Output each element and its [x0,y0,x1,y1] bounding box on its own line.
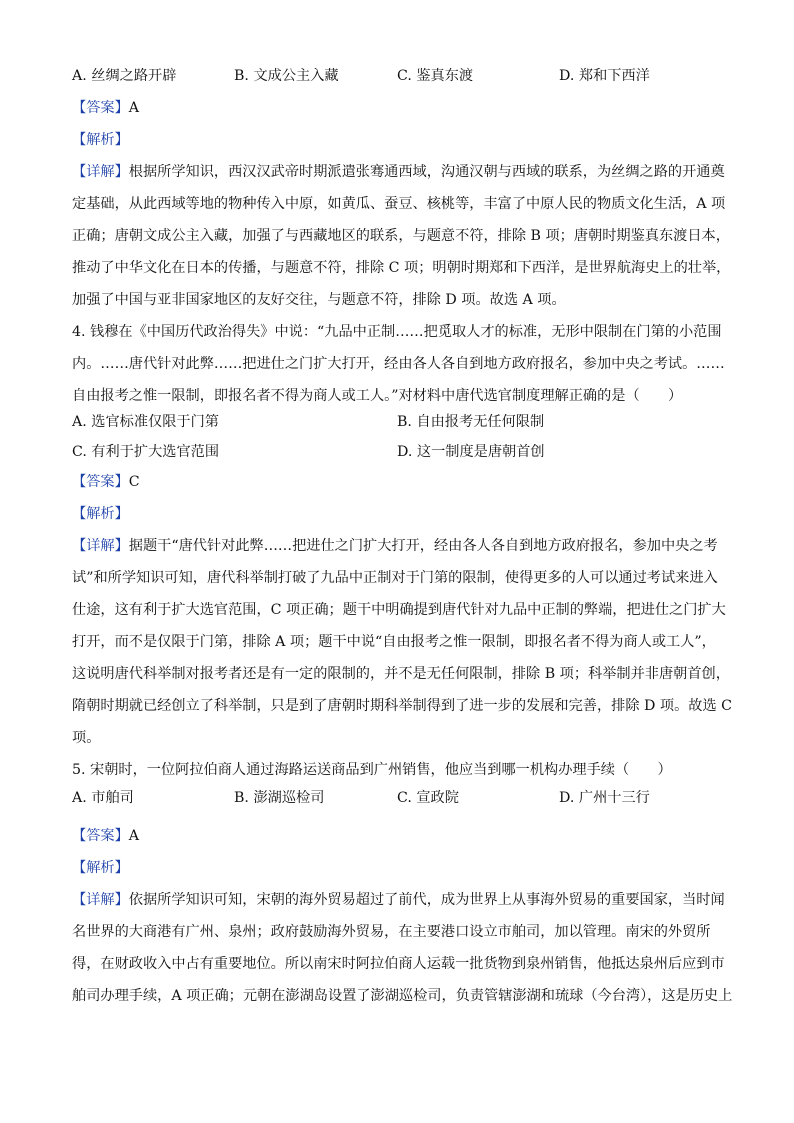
q4-detail-line: 仕途，这有利于扩大选官范围，C 项正确；题干中明确提到唐代针对九品中正制的弊端，把进仕之门扩大 [72,602,726,618]
analysis-tag: 【解析】 [72,860,129,876]
answer-value: C [128,474,140,490]
q3-detail-line: 正确；唐朝文成公主入藏，加强了与西藏地区的联系，与题意不符，排除 B 项；唐朝时期鉴真东渡日本， [72,228,730,244]
q5-option-d[interactable]: D. 广州十三行 [559,790,650,806]
q3-option-c[interactable]: C. 鉴真东渡 [397,68,474,84]
detail-tag: 【详解】 [72,538,129,554]
answer-value: A [128,100,140,116]
q4-analysis [72,504,129,524]
detail-text: 根据所学知识，西汉汉武帝时期派遣张骞通西域，沟通汉朝与西域的联系，为丝绸之路的开通奠 [128,164,725,180]
q3-option-d[interactable]: D. 郑和下西洋 [559,68,650,84]
detail-text: 依据所学知识可知，宋朝的海外贸易超过了前代，成为世界上从事海外贸易的重要国家，当时闻 [128,892,725,908]
detail-tag: 【详解】 [72,164,129,180]
q5-detail-line: 名世界的大商港有广州、泉州；政府鼓励海外贸易，在主要港口设立市舶司，加以管理。南宋的外贸所 [72,924,711,940]
q3-analysis [72,130,129,150]
detail-tag: 【详解】 [72,892,129,908]
q4-detail-line: 打开，而不是仅限于门第，排除 A 项；题干中说“自由报考之惟一限制，即报名者不得为商人或工人”， [72,634,716,650]
q5-stem: 5. 宋朝时，一位阿拉伯商人通过海路运送商品到广州销售，他应当到哪一机构办理手续（ ） [72,762,672,778]
q5-detail-line [72,890,725,910]
q4-stem-line: 4. 钱穆在《中国历代政治得失》中说：“九品中正制……把觅取人才的标准，无形中限制在门第的小范围 [72,324,722,340]
q5-option-c[interactable]: C. 宣政院 [397,790,459,806]
q4-detail-line [72,536,718,556]
q4-detail-line: 试”和所学知识可知，唐代科举制打破了九品中正制对于门第的限制，使得更多的人可以通过考试来进入 [72,570,718,586]
answer-tag: 【答案】 [72,100,129,116]
q4-detail-line: 项。 [72,730,101,746]
q4-option-a[interactable]: A. 选官标准仅限于门第 [72,414,219,430]
analysis-tag: 【解析】 [72,506,129,522]
q5-option-a[interactable]: A. 市舶司 [72,790,134,806]
answer-value: A [128,828,140,844]
q4-detail-line: 这说明唐代科举制对报考者还是有一定的限制的，并不是无任何限制，排除 B 项；科举制并非唐朝首创， [72,666,730,682]
q3-detail-line [72,162,725,182]
q4-option-b[interactable]: B. 自由报考无任何限制 [397,414,545,430]
q5-analysis [72,858,129,878]
analysis-tag: 【解析】 [72,132,129,148]
q3-option-b[interactable]: B. 文成公主入藏 [234,68,339,84]
q4-option-d[interactable]: D. 这一制度是唐朝首创 [397,444,545,460]
detail-text: 据题干“唐代针对此弊……把进仕之门扩大打开，经由各人各自到地方政府报名，参加中央之考 [128,538,718,554]
q4-detail-line: 隋朝时期就已经创立了科举制，只是到了唐朝时期科举制得到了进一步的发展和完善，排除 D 项。故选 C [72,698,733,714]
answer-tag: 【答案】 [72,474,129,490]
q4-stem-line: 内。……唐代针对此弊……把进仕之门扩大打开，经由各人各自到地方政府报名，参加中央之考试。…… [72,356,725,372]
q3-option-a[interactable]: A. 丝绸之路开辟 [72,68,177,84]
q5-detail-line: 得，在财政收入中占有重要地位。所以南宋时阿拉伯商人运载一批货物到泉州销售，他抵达泉州后应到市 [72,956,725,972]
q4-option-c[interactable]: C. 有利于扩大选官范围 [72,444,220,460]
q5-detail-line: 舶司办理手续，A 项正确；元朝在澎湖岛设置了澎湖巡检司，负责管辖澎湖和琉球（今台湾），这是历史上 [72,988,733,1004]
q5-answer [72,826,139,846]
q4-stem-line: 自由报考之惟一限制，即报名者不得为商人或工人。”对材料中唐代选官制度理解正确的是（ ） [72,388,683,404]
q4-answer [72,472,140,492]
q5-option-b[interactable]: B. 澎湖巡检司 [234,790,325,806]
q3-detail-line: 加强了中国与亚非国家地区的友好交往，与题意不符，排除 D 项。故选 A 项。 [72,292,566,308]
q3-detail-line: 推动了中华文化在日本的传播，与题意不符，排除 C 项；明朝时期郑和下西洋，是世界航海史上的壮举， [72,260,731,276]
q3-detail-line: 定基础，从此西域等地的物种传入中原，如黄瓜、蚕豆、核桃等，丰富了中原人民的物质文化生活，A 项 [72,196,726,212]
q3-answer [72,98,139,118]
answer-tag: 【答案】 [72,828,129,844]
